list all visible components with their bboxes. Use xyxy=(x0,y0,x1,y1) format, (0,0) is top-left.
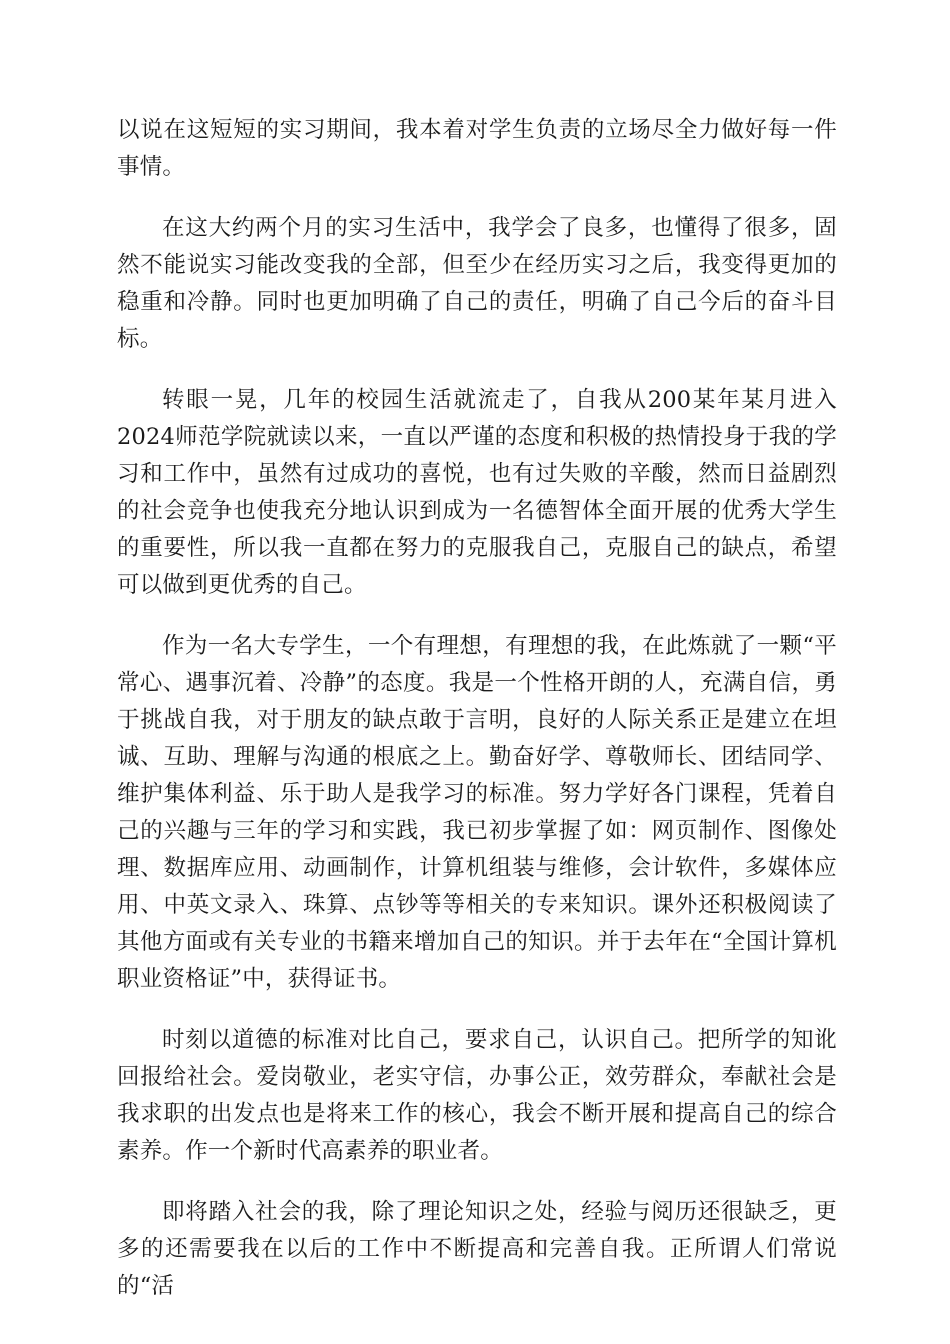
paragraph-internship-summary: 在这大约两个月的实习生活中，我学会了良多，也懂得了很多，固然不能说实习能改变我的全部，但至少在经历实习之后，我变得更加的稳重和冷静。同时也更加明确了自己的责任，明确了自己今后的奋斗目标。 xyxy=(117,215,837,352)
paragraph-moral-standards: 时刻以道德的标准对比自己，要求自己，认识自己。把所学的知讹回报给社会。爱岗敬业，老实守信，办事公正，效劳群众，奉献社会是我求职的出发点也是将来工作的核心，我会不断开展和提高自己的综合素养。作一个新时代高素养的职业者。 xyxy=(117,1027,837,1164)
paragraph-self-assessment: 作为一名大专学生，一个有理想，有理想的我，在此炼就了一颗“平常心、遇事沉着、冷静”的态度。我是一个性格开朗的人，充满自信，勇于挑战自我，对于朋友的缺点敢于言明，良好的人际关系正是建立在坦诚、互助、理解与沟通的根底之上。勤奋好学、尊敬师长、团结同学、维护集体利益、乐于助人是我学习的标准。努力学好各门课程，凭着自己的兴趣与三年的学习和实践，我已初步掌握了如：网页制作、图像处理、数据库应用、动画制作，计算机组装与维修，会计软件，多媒体应用、中英文录入、珠算、点钞等等相关的专来知识。课外还积极阅读了其他方面或有关专业的书籍来增加自己的知识。并于去年在“全国计算机职业资格证”中，获得证书。 xyxy=(117,633,837,992)
document-body xyxy=(117,112,837,1329)
paragraph-entering-society: 即将踏入社会的我，除了理论知识之处，经验与阅历还很缺乏，更多的还需要我在以后的工作中不断提高和完善自我。正所谓人们常说的“活 xyxy=(117,1199,837,1299)
paragraph-continuation: 以说在这短短的实习期间，我本着对学生负责的立场尽全力做好每一件事情。 xyxy=(117,117,837,180)
paragraph-campus-life: 转眼一晃，几年的校园生活就流走了，自我从200某年某月进入2024师范学院就读以来，一直以严谨的态度和积极的热情投身于我的学习和工作中，虽然有过成功的喜悦，也有过失败的辛酸，然而日益剧烈的社会竞争也使我充分地认识到成为一名德智体全面开展的优秀大学生的重要性，所以我一直都在努力的克服我自己，克服自己的缺点，希望可以做到更优秀的自己。 xyxy=(117,387,837,598)
